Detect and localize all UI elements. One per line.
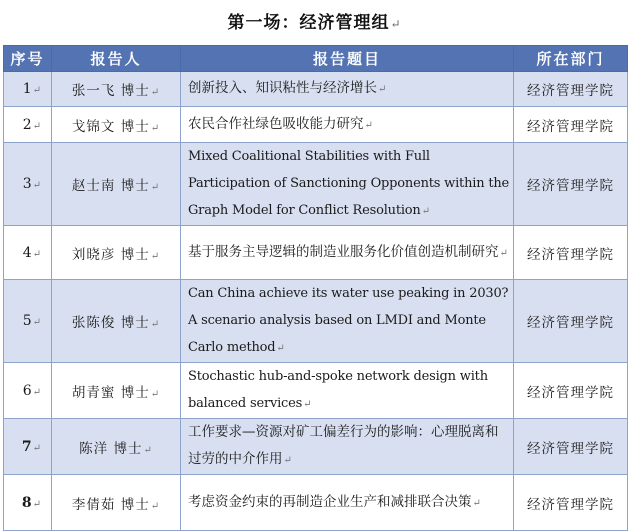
row-topic: 创新投入、知识粘性与经济增长↵ bbox=[181, 72, 514, 107]
row-number: 4↵ bbox=[4, 226, 52, 280]
row-number: 1↵ bbox=[4, 72, 52, 107]
page-title: 第一场：经济管理组↵ bbox=[227, 13, 402, 33]
row-speaker: 胡青蜜 博士↵ bbox=[52, 363, 181, 419]
row-topic: Stochastic hub-and-spoke network design with balanced services↵ bbox=[181, 363, 514, 419]
row-number: 8↵ bbox=[4, 475, 52, 531]
row-topic: Mixed Coalitional Stabilities with Full Participation of Sanctioning Opponents within the Graph Model for Conflict Resolution↵ bbox=[181, 143, 514, 226]
row-topic: 基于服务主导逻辑的制造业服务化价值创造机制研究↵ bbox=[181, 226, 514, 280]
row-department: 经济管理学院 bbox=[514, 143, 628, 226]
header-topic: 报告题目 bbox=[181, 46, 514, 72]
row-department: 经济管理学院 bbox=[514, 363, 628, 419]
row-topic: 考虑资金约束的再制造企业生产和减排联合决策↵ bbox=[181, 475, 514, 531]
row-speaker: 李倩茹 博士↵ bbox=[52, 475, 181, 531]
table-row bbox=[4, 226, 628, 280]
row-department: 经济管理学院 bbox=[514, 475, 628, 531]
row-number: 7↵ bbox=[4, 419, 52, 475]
table-row bbox=[4, 363, 628, 419]
table-row bbox=[4, 475, 628, 531]
row-speaker: 赵士南 博士↵ bbox=[52, 143, 181, 226]
row-speaker: 张陈俊 博士↵ bbox=[52, 280, 181, 363]
row-department: 经济管理学院 bbox=[514, 226, 628, 280]
row-speaker: 刘晓彦 博士↵ bbox=[52, 226, 181, 280]
table-row bbox=[4, 280, 628, 363]
row-number: 2↵ bbox=[4, 107, 52, 143]
row-department: 经济管理学院 bbox=[514, 72, 628, 107]
table-row bbox=[4, 107, 628, 143]
schedule-table bbox=[3, 45, 628, 531]
table-row bbox=[4, 72, 628, 107]
table-header-row bbox=[4, 46, 628, 72]
row-number: 6↵ bbox=[4, 363, 52, 419]
row-department: 经济管理学院 bbox=[514, 419, 628, 475]
row-department: 经济管理学院 bbox=[514, 280, 628, 363]
row-number: 3↵ bbox=[4, 143, 52, 226]
row-speaker: 张一飞 博士↵ bbox=[52, 72, 181, 107]
row-speaker: 陈洋 博士↵ bbox=[52, 419, 181, 475]
row-department: 经济管理学院 bbox=[514, 107, 628, 143]
row-topic: 工作要求—资源对矿工偏差行为的影响：心理脱离和过劳的中介作用↵ bbox=[181, 419, 514, 475]
row-topic: Can China achieve its water use peaking in 2030? A scenario analysis based on LMDI and Monte Carlo method↵ bbox=[181, 280, 514, 363]
row-topic: 农民合作社绿色吸收能力研究↵ bbox=[181, 107, 514, 143]
table-row bbox=[4, 143, 628, 226]
row-number: 5↵ bbox=[4, 280, 52, 363]
table-row bbox=[4, 419, 628, 475]
header-department: 所在部门 bbox=[514, 46, 628, 72]
header-number: 序号 bbox=[4, 46, 52, 72]
row-speaker: 戈锦文 博士↵ bbox=[52, 107, 181, 143]
header-speaker: 报告人 bbox=[52, 46, 181, 72]
